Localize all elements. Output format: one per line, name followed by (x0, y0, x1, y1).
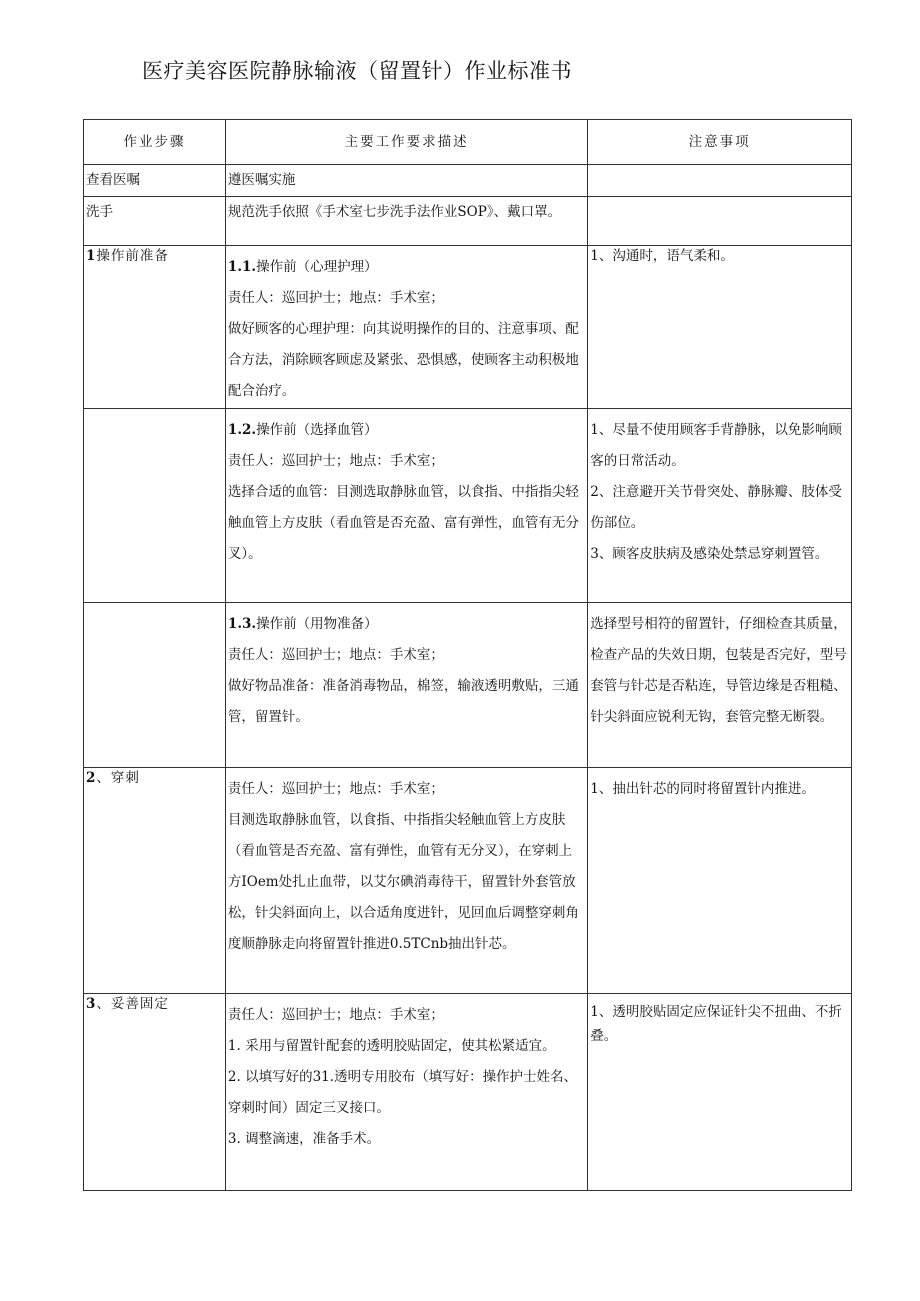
header-note: 注意事项 (588, 120, 852, 165)
list-item: 3. 调整滴速，准备手术。 (227, 1131, 381, 1147)
note-item: 1、尽量不使用顾客手背静脉，以免影响顾客的日常活动。 (590, 422, 842, 469)
responsible-line: 责任人：巡回护士；地点：手术室； (227, 290, 444, 306)
desc-cell (225, 603, 587, 768)
responsible-line: 责任人：巡回护士；地点：手术室； (227, 1007, 444, 1023)
step-cell (84, 409, 226, 603)
sub-number: 1.2. (227, 422, 257, 438)
note-cell: 1、透明胶贴固定应保证针尖不扭曲、不折叠。 (588, 994, 852, 1191)
desc-cell: 遵医嘱实施 (225, 165, 587, 197)
desc-cell: 规范洗手依照《手术室七步洗手法作业SOP》、戴口罩。 (225, 197, 587, 246)
note-cell (588, 197, 852, 246)
list-item: 2. 以填写好的31.透明专用胶布（填写好：操作护士姓名、穿刺时间）固定三叉接口。 (227, 1069, 578, 1116)
step-cell: 查看医嘱 (84, 165, 226, 197)
note-item: 2、注意避开关节骨突处、静脉瓣、肢体受伤部位。 (590, 484, 842, 531)
step-cell (84, 246, 226, 409)
sop-table (83, 119, 852, 1191)
document-title: 医疗美容医院静脉输液（留置针）作业标准书 (142, 59, 572, 83)
table-header-row (84, 120, 852, 165)
table-row (84, 994, 852, 1191)
desc-cell (225, 409, 587, 603)
sub-title: 操作前（心理护理） (256, 259, 378, 275)
step-cell (84, 603, 226, 768)
desc-text: 做好顾客的心理护理：向其说明操作的目的、注意事项、配合方法，消除顾客顾虑及紧张、恐惧感，使顾客主动积极地配合治疗。 (227, 321, 579, 399)
desc-cell (225, 768, 587, 994)
list-item: 1. 采用与留置针配套的透明胶贴固定，使其松紧适宜。 (227, 1038, 556, 1054)
header-step: 作业步骤 (84, 120, 226, 165)
step-cell: 洗手 (84, 197, 226, 246)
table-row (84, 197, 852, 246)
step-cell (84, 768, 226, 994)
responsible-line: 责任人：巡回护士；地点：手术室； (227, 453, 444, 469)
table-row (84, 409, 852, 603)
step-cell (84, 994, 226, 1191)
note-cell: 1、抽出针芯的同时将留置针内推进。 (588, 768, 852, 994)
desc-cell (225, 994, 587, 1191)
desc-text: 做好物品准备：准备消毒物品，棉签，输液透明敷贴，三通管，留置针。 (227, 678, 579, 725)
step-label: 操作前准备 (96, 248, 169, 264)
note-cell: 1、沟通时，语气柔和。 (588, 246, 852, 409)
table-row (84, 246, 852, 409)
header-desc: 主要工作要求描述 (225, 120, 587, 165)
step-label: 、穿刺 (96, 770, 140, 786)
sub-title: 操作前（用物准备） (256, 616, 378, 632)
sub-title: 操作前（选择血管） (256, 422, 378, 438)
desc-text: 目测选取静脉血管，以食指、中指指尖轻触血管上方皮肤（看血管是否充盈、富有弹性，血管有无分叉），在穿刺上方IOem处扎止血带，以艾尔碘消毒待干，留置针外套管放松，针尖斜面向上，以合适角度进针，见回血后调整穿刺角度顺静脉走向将留置针推进0.5TCnb抽出针芯。 (227, 812, 579, 952)
table-row (84, 603, 852, 768)
responsible-line: 责任人：巡回护士；地点：手术室； (227, 781, 444, 797)
step-number: 2 (86, 770, 97, 786)
note-cell (588, 409, 852, 603)
step-number: 1 (86, 248, 97, 264)
sub-number: 1.1. (227, 259, 257, 275)
note-item: 3、顾客皮肤病及感染处禁忌穿刺置管。 (590, 546, 829, 562)
note-cell: 选择型号相符的留置针，仔细检查其质量，检查产品的失效日期，包装是否完好，型号套管与针芯是否粘连，导管边缘是否粗糙、针尖斜面应锐利无钩，套管完整无断裂。 (588, 603, 852, 768)
table-row (84, 165, 852, 197)
step-label: 、妥善固定 (96, 996, 169, 1012)
step-number: 3 (86, 996, 97, 1012)
sub-number: 1.3. (227, 616, 257, 632)
desc-cell (225, 246, 587, 409)
responsible-line: 责任人：巡回护士；地点：手术室； (227, 647, 444, 663)
desc-text: 选择合适的血管：目测选取静脉血管，以食指、中指指尖轻触血管上方皮肤（看血管是否充盈、富有弹性，血管有无分叉）。 (227, 484, 579, 562)
table-row (84, 768, 852, 994)
note-cell (588, 165, 852, 197)
